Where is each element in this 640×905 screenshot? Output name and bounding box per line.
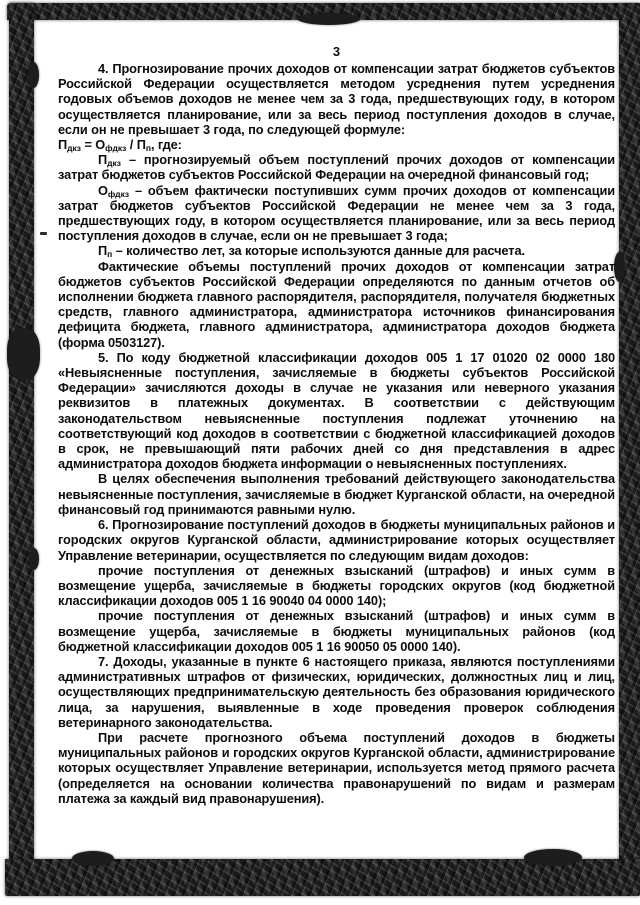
definition-term-subscript: дкз (107, 158, 121, 169)
page-number: 3 (332, 44, 341, 59)
definition-term: П (98, 243, 108, 259)
definition-pp (58, 243, 615, 258)
formula-var-pdkz: П (58, 137, 68, 153)
definition-term: П (98, 152, 108, 168)
scan-noise-blob (614, 252, 625, 282)
definition-term-subscript: п (107, 249, 113, 260)
formula-subscript-dkz: дкз (67, 143, 81, 154)
scan-noise-blob (28, 62, 39, 88)
left-margin-speck (40, 232, 47, 235)
paragraph-actual-volumes: Фактические объемы поступлений прочих доходов от компенсации затрат бюджетов субъектов Российской Федерации определяются по данным отчетов об исполнении бюджета главного распорядителя, распорядителя, получателя бюджетных средств, главного администратора, администратора источников финансирования дефицита бюджета, главного администратора, администратора доходов бюджета (форма 0503127). (58, 258, 615, 350)
formula-var-pp: П (136, 137, 146, 153)
paragraph-5: 5. По коду бюджетной классификации доходов 005 1 17 01020 02 0000 180 «Невыясненные поступления, зачисляемые в бюджеты субъектов Российской Федерации» зачисляются доходы в случае не указания или неверного указания реквизитов в платежных документах. В соответствии с действующим законодательством невыясненные поступления подлежат уточнению на соответствующий код доходов в соответствии с бюджетной классификацией доходов в срок, не превышающий пяти рабочих дней со дня представления в адрес администратора доходов бюджета информации о невыясненных поступлениях. (58, 349, 615, 472)
formula-var-ofdkz: О (95, 137, 106, 153)
paragraph-6: 6. Прогнозирование поступлений доходов в бюджеты муниципальных районов и городских округов Курганской области, администрирование которых осуществляет Управление ветеринарии, осуществляется по следующим видам доходов: (58, 517, 615, 563)
scan-noise-blob (29, 548, 39, 570)
formula-line (58, 137, 615, 152)
paragraph-7: 7. Доходы, указанные в пункте 6 настоящего приказа, являются поступлениями административных штрафов от физических, юридических, должностных лиц и лиц, осуществляющих предпринимательскую деятельность без образования юридического лица, за нарушения, выявленные в ходе проведения проверок соблюдения ветеринарного законодательства. (58, 653, 615, 730)
definition-pdkz (58, 152, 615, 182)
definition-term: О (98, 182, 108, 198)
scan-border-left (9, 3, 34, 883)
scan-noise-blob (298, 13, 360, 25)
paragraph-6-item-1: прочие поступления от денежных взысканий (штрафов) и иных сумм в возмещение ущерба, зачисляемые в бюджеты городских округов (код бюджетной классификации доходов 005 1 16 90040 04 0000 140); (58, 562, 615, 609)
scan-noise-blob (524, 849, 582, 866)
document-body (58, 61, 615, 806)
definition-text: – прогнозируемый объем поступлений прочих доходов от компенсации затрат бюджетов субъектов Российской Федерации на очередной финансовый год; (58, 152, 615, 183)
definition-term-subscript: фдкз (107, 188, 130, 199)
formula-equals: = (80, 137, 96, 153)
paragraph-4: 4. Прогнозирование прочих доходов от компенсации затрат бюджетов субъектов Российской Федерации осуществляется методом усреднения путем усреднения годовых объемов доходов не менее чем за 3 года, предшествующих году, в котором осуществляется планирование, или за весь период поступления доходов в случае, если он не превышает 3 года, по следующей формуле: (58, 61, 615, 137)
definition-text: – объем фактически поступивших сумм прочих доходов от компенсации затрат бюджетов субъектов Российской Федерации не менее чем за 3 года, предшествующих году, в котором осуществляется планирование, или за весь период поступления доходов в случае, если он не превышает 3 года; (58, 182, 615, 244)
scan-noise-blob (7, 328, 40, 380)
formula-divide: / (126, 137, 137, 153)
paragraph-goals: В целях обеспечения выполнения требований действующего законодательства невыясненные поступления, зачисляемые в бюджет Курганской области, на очередной финансовый год принимаются равными нулю. (58, 471, 615, 517)
paragraph-final: При расчете прогнозного объема поступлений доходов в бюджеты муниципальных районов и городских округов Курганской области, администрирование которых осуществляет Управление ветеринарии, используется метод прямого расчета (определяется на основании количества правонарушений по видам и размерам платежа за каждый вид правонарушения). (58, 729, 615, 806)
scan-noise-blob (72, 851, 114, 866)
formula-where: , где: (150, 137, 182, 153)
formula-subscript-fdkz: фдкз (105, 143, 127, 154)
formula-subscript-p: п (145, 143, 151, 154)
definition-text: – количество лет, за которые используются данные для расчета. (112, 243, 525, 259)
definition-ofdkz (58, 183, 615, 244)
scan-border-right (619, 4, 640, 887)
paragraph-6-item-2: прочие поступления от денежных взысканий (штрафов) и иных сумм в возмещение ущерба, зачисляемые в бюджеты муниципальных районов (код бюджетной классификации доходов 005 1 16 90050 05 0000 140). (58, 608, 615, 654)
